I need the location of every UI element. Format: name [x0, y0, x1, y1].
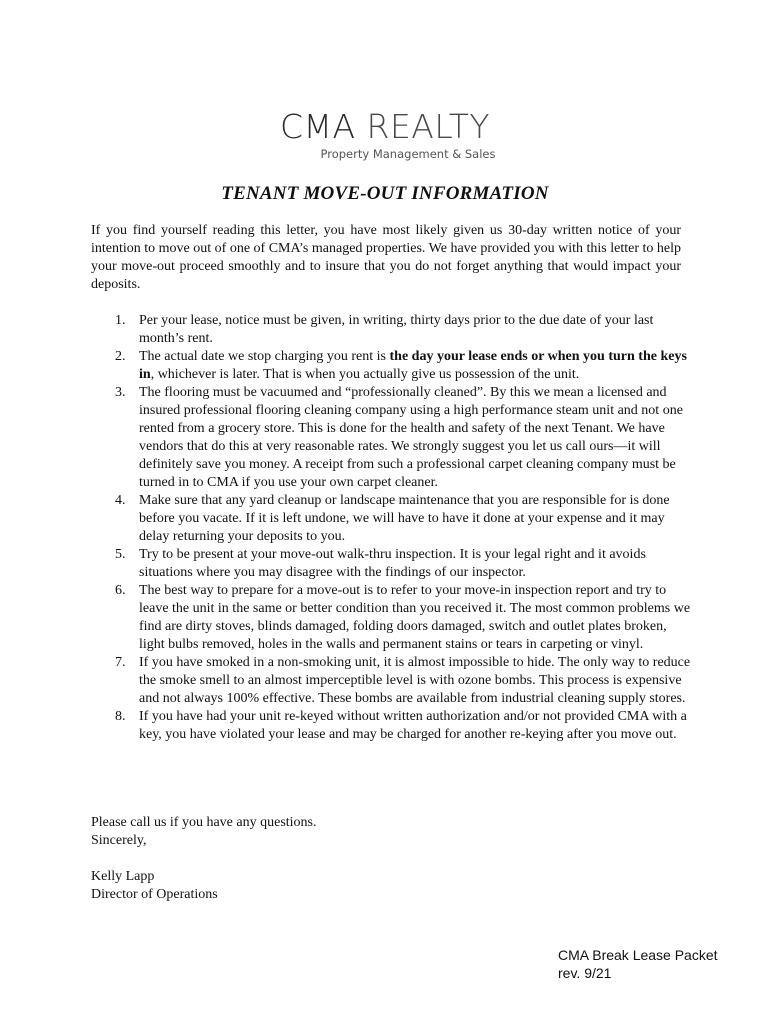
list-item-text: The flooring must be vacuumed and “professionally cleaned”. By this we mean a licensed and insured professional flooring cleaning company using a high performance steam unit and not one rented from a grocery store. This is done for the health and safety of the next Tenant. We have vendors that do this at very reasonable rates. We strongly suggest you let us call ours—it will definitely save you money. A receipt from such a professional carpet cleaning company must be turned in to CMA if you use your own carpet cleaner.: [139, 385, 683, 490]
logo-wordmark: [0, 108, 770, 146]
closing-line: Please call us if you have any questions.: [91, 815, 317, 830]
signer-name: Kelly Lapp: [91, 869, 155, 884]
list-item-text: Try to be present at your move-out walk-thru inspection. It is your legal right and it avoids situations where you may disagree with the findings of our inspector.: [139, 547, 646, 580]
list-item-number: 3.: [115, 385, 126, 400]
list-item-number: 4.: [115, 493, 126, 508]
list-item-text: If you have had your unit re-keyed without written authorization and/or not provided CMA with a key, you have violated your lease and may be charged for another re-keying after you move out.: [139, 709, 687, 742]
list-item: [91, 492, 691, 546]
list-item-text-before: The actual date we stop charging you rent is: [139, 349, 390, 364]
sign-off: Sincerely,: [91, 833, 147, 848]
footer-packet-name: CMA Break Lease Packet: [558, 947, 718, 963]
move-out-list: [91, 312, 691, 744]
list-item-number: 6.: [115, 583, 126, 598]
list-item: [91, 384, 691, 492]
list-item: [91, 546, 691, 582]
list-item: [91, 582, 691, 654]
signature-block: [91, 868, 218, 904]
list-item-text: The best way to prepare for a move-out is to refer to your move-in inspection report and try to leave the unit in the same or better condition than you received it. The most common problems we find are dirty stoves, blinds damaged, folding doors damaged, switch and outlet plates broken, light bulbs removed, holes in the walls and permanent stains or tears in carpeting or vinyl.: [139, 583, 691, 652]
logo-brand-bold: CMA: [279, 107, 356, 146]
list-item: [91, 654, 691, 708]
intro-paragraph: If you find yourself reading this letter, you have most likely given us 30-day written notice of your intention to move out of one of CMA’s managed properties. We have provided you with this letter to help your move-out proceed smoothly and to insure that you do not forget anything that would impact your deposits.: [91, 223, 682, 292]
list-item: [91, 312, 691, 348]
footer-revision: rev. 9/21: [558, 965, 612, 981]
list-item: [91, 708, 691, 744]
closing-block: [91, 814, 317, 850]
list-item-number: 7.: [115, 655, 126, 670]
list-item: [91, 348, 691, 384]
list-item-text: Make sure that any yard cleanup or landscape maintenance that you are responsible for is done before you vacate. If it is left undone, we will have to have it done at your expense and it may delay returning your deposits to you.: [139, 493, 670, 544]
footer-note: [558, 946, 718, 982]
document-title: TENANT MOVE-OUT INFORMATION: [221, 183, 549, 204]
list-item-number: 5.: [115, 547, 126, 562]
list-item-text: If you have smoked in a non-smoking unit, it is almost impossible to hide. The only way to reduce the smoke smell to an almost imperceptible level is with ozone bombs. This process is expensive and not always 100% effective. These bombs are available from industrial cleaning supply stores.: [139, 655, 691, 706]
list-item-number: 1.: [115, 313, 126, 328]
list-item-number: 2.: [115, 349, 126, 364]
company-logo: [0, 108, 770, 161]
signer-role: Director of Operations: [91, 887, 218, 902]
logo-brand-light: REALTY: [366, 107, 491, 146]
list-item-text: Per your lease, notice must be given, in writing, thirty days prior to the due date of your last month’s rent.: [139, 313, 654, 346]
logo-tagline: Property Management & Sales: [320, 147, 496, 161]
list-item-text-after: , whichever is later. That is when you actually give us possession of the unit.: [150, 367, 580, 382]
list-item-text-bold: the day your lease ends or when you turn the keys in: [139, 349, 687, 382]
list-item-number: 8.: [115, 709, 126, 724]
